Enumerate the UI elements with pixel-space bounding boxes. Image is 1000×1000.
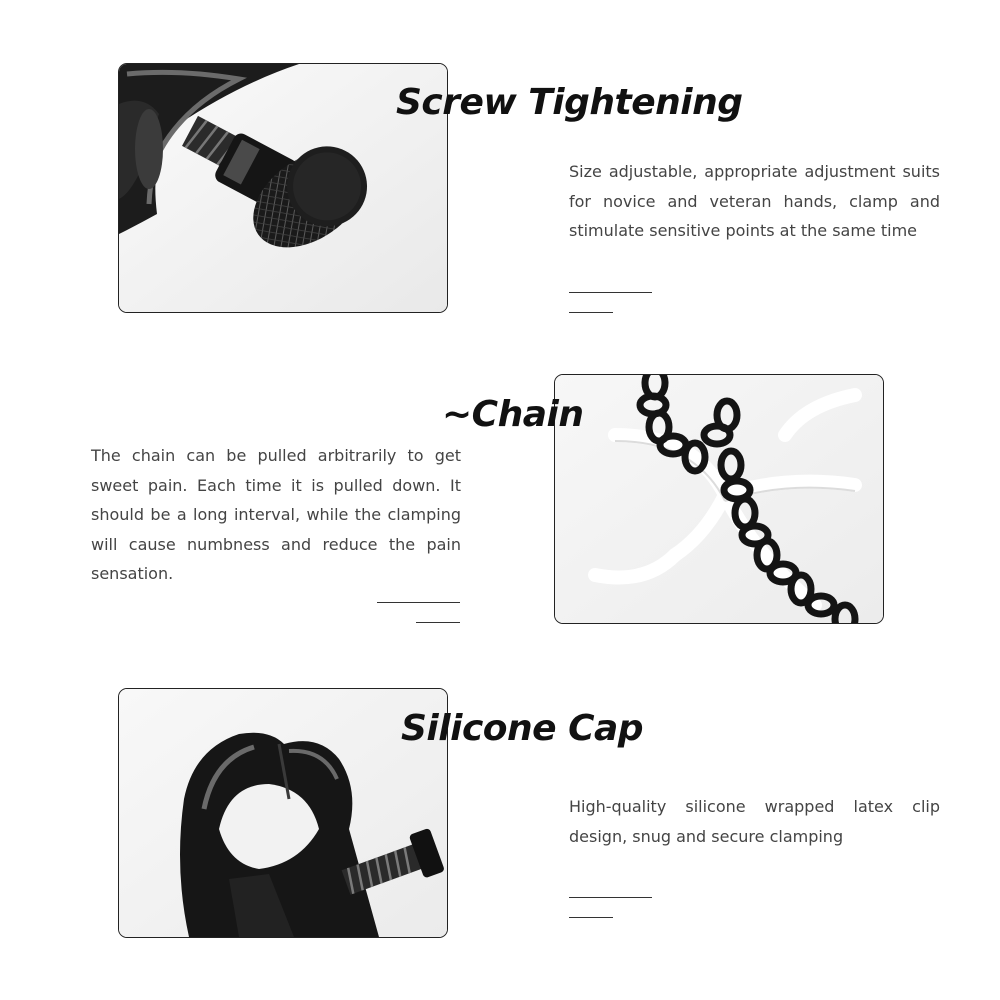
divider-long <box>377 602 460 603</box>
divider-long <box>569 897 652 898</box>
silicone-cap-description: High-quality silicone wrapped latex clip design, snug and secure clamping <box>569 797 940 846</box>
chain-image <box>555 375 883 623</box>
silicone-cap-heading: Silicone Cap <box>401 708 644 749</box>
chain-photo <box>554 374 884 624</box>
screw-tightening-heading: Screw Tightening <box>396 82 743 123</box>
divider-short <box>569 312 613 313</box>
chain-description: The chain can be pulled arbitrarily to get sweet pain. Each time it is pulled down. It should be a long interval, while the clamping will cause numbness and reduce the pain sensation. <box>91 446 461 583</box>
divider-short <box>569 917 613 918</box>
divider-long <box>569 292 652 293</box>
divider-short <box>416 622 460 623</box>
screw-tightening-description: Size adjustable, appropriate adjustment suits for novice and veteran hands, clamp and stimulate sensitive points at the same time <box>569 162 940 240</box>
chain-heading: ~Chain <box>442 394 584 435</box>
silicone-cap-image <box>119 689 447 937</box>
silicone-cap-photo <box>118 688 448 938</box>
